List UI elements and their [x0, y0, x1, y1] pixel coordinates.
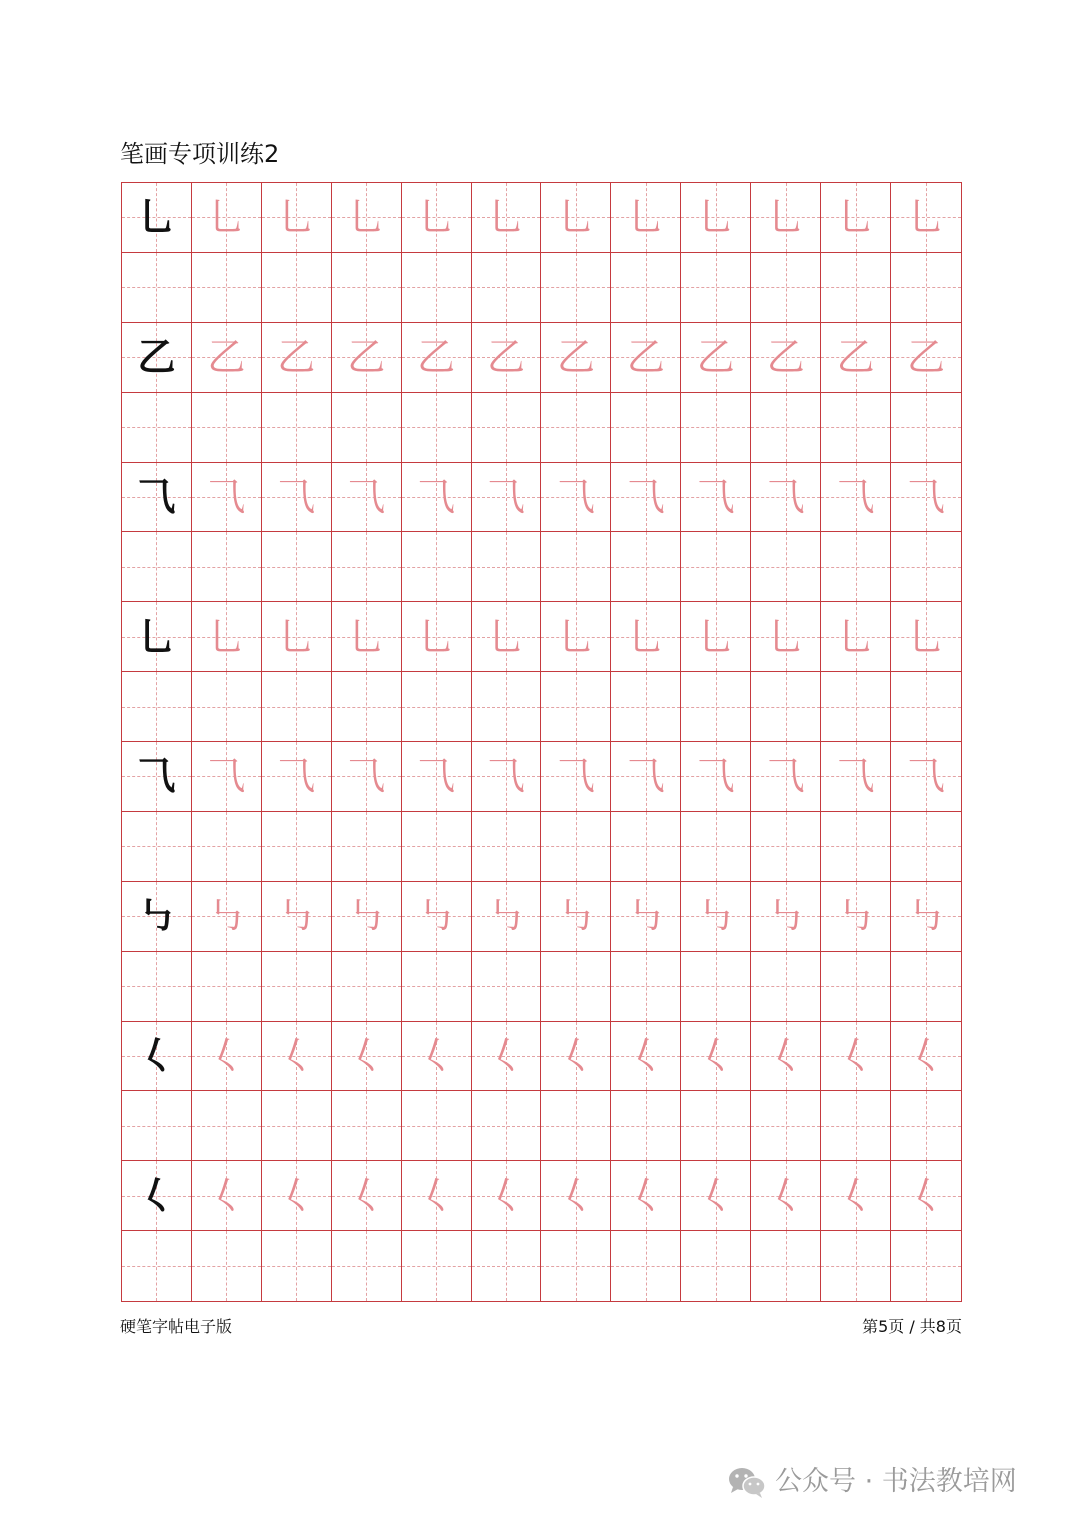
trace-stroke: 𡿨	[766, 1033, 805, 1078]
practice-cell	[821, 1161, 891, 1231]
trace-stroke: ㇉	[696, 894, 735, 939]
practice-cell	[541, 1022, 611, 1092]
trace-stroke: 乙	[626, 335, 665, 380]
blank-practice-cell	[541, 532, 611, 602]
page-title: 笔画专项训练2	[120, 140, 280, 168]
blank-practice-cell	[402, 1231, 472, 1301]
blank-practice-cell	[262, 1231, 332, 1301]
blank-practice-cell	[891, 952, 961, 1022]
trace-stroke: 𡿨	[487, 1173, 526, 1218]
practice-cell	[611, 323, 681, 393]
blank-practice-cell	[611, 672, 681, 742]
trace-stroke: ⺄	[766, 754, 805, 799]
trace-stroke: 𡿨	[766, 1173, 805, 1218]
practice-cell	[472, 183, 542, 253]
practice-cell	[332, 742, 402, 812]
page-number: 第5页 / 共8页	[862, 1317, 962, 1336]
practice-cell	[821, 463, 891, 533]
blank-practice-cell	[472, 672, 542, 742]
blank-practice-cell	[681, 952, 751, 1022]
practice-cell	[751, 183, 821, 253]
trace-stroke: 乚	[487, 195, 526, 240]
trace-stroke: ㇉	[556, 894, 595, 939]
blank-practice-cell	[192, 1091, 262, 1161]
model-stroke: ⺄	[137, 473, 176, 519]
practice-cell	[122, 602, 192, 672]
blank-practice-cell	[332, 253, 402, 323]
blank-practice-cell	[891, 532, 961, 602]
trace-stroke: ⺄	[626, 474, 665, 519]
trace-stroke: 乙	[347, 335, 386, 380]
model-stroke: 𡿨	[137, 1172, 176, 1218]
trace-stroke: 乙	[207, 335, 246, 380]
practice-cell	[681, 882, 751, 952]
blank-practice-cell	[122, 1231, 192, 1301]
blank-practice-cell	[472, 253, 542, 323]
blank-practice-cell	[262, 393, 332, 463]
practice-cell	[751, 1022, 821, 1092]
practice-cell	[891, 742, 961, 812]
trace-stroke: 乚	[836, 614, 875, 659]
practice-cell	[891, 463, 961, 533]
blank-practice-cell	[891, 812, 961, 882]
trace-stroke: ⺄	[277, 474, 316, 519]
blank-practice-cell	[611, 812, 681, 882]
practice-cell	[472, 742, 542, 812]
blank-practice-cell	[891, 1231, 961, 1301]
trace-stroke: ⺄	[207, 474, 246, 519]
trace-stroke: 乙	[907, 335, 946, 380]
blank-practice-cell	[611, 532, 681, 602]
trace-stroke: ㇉	[207, 894, 246, 939]
practice-cell	[821, 742, 891, 812]
trace-stroke: ⺄	[907, 474, 946, 519]
trace-stroke: 乚	[277, 614, 316, 659]
practice-cell	[681, 742, 751, 812]
practice-cell	[611, 742, 681, 812]
trace-stroke: ㇉	[487, 894, 526, 939]
blank-practice-cell	[681, 1231, 751, 1301]
blank-practice-cell	[262, 812, 332, 882]
blank-practice-cell	[472, 393, 542, 463]
blank-practice-cell	[122, 1091, 192, 1161]
practice-cell	[472, 323, 542, 393]
trace-stroke: 乚	[556, 614, 595, 659]
blank-practice-cell	[262, 1091, 332, 1161]
practice-cell	[611, 882, 681, 952]
trace-stroke: 乙	[766, 335, 805, 380]
practice-cell	[122, 882, 192, 952]
blank-practice-cell	[891, 393, 961, 463]
blank-practice-cell	[541, 672, 611, 742]
blank-practice-cell	[541, 393, 611, 463]
trace-stroke: 𡿨	[487, 1033, 526, 1078]
trace-stroke: ㇉	[417, 894, 456, 939]
blank-practice-cell	[681, 672, 751, 742]
practice-cell	[611, 1022, 681, 1092]
trace-stroke: 乙	[487, 335, 526, 380]
trace-stroke: ⺄	[487, 754, 526, 799]
trace-stroke: 𡿨	[696, 1033, 735, 1078]
blank-practice-cell	[122, 532, 192, 602]
practice-cell	[332, 323, 402, 393]
blank-practice-cell	[681, 1091, 751, 1161]
trace-stroke: ⺄	[907, 754, 946, 799]
trace-stroke: 𡿨	[277, 1033, 316, 1078]
trace-stroke: 乚	[207, 195, 246, 240]
practice-cell	[192, 323, 262, 393]
trace-stroke: ⺄	[766, 474, 805, 519]
practice-cell	[262, 602, 332, 672]
practice-cell	[891, 183, 961, 253]
practice-cell	[332, 463, 402, 533]
model-stroke: ⺄	[137, 753, 176, 799]
practice-cell	[122, 463, 192, 533]
practice-cell	[541, 463, 611, 533]
trace-stroke: ⺄	[836, 474, 875, 519]
blank-practice-cell	[122, 952, 192, 1022]
blank-practice-cell	[192, 532, 262, 602]
practice-cell	[192, 463, 262, 533]
trace-stroke: ⺄	[836, 754, 875, 799]
trace-stroke: 乚	[696, 614, 735, 659]
practice-grid	[121, 182, 962, 1302]
practice-cell	[192, 1161, 262, 1231]
practice-cell	[332, 1161, 402, 1231]
practice-cell	[332, 882, 402, 952]
practice-cell	[262, 1161, 332, 1231]
practice-cell	[681, 602, 751, 672]
blank-practice-cell	[681, 812, 751, 882]
blank-practice-cell	[751, 1231, 821, 1301]
blank-practice-cell	[472, 1091, 542, 1161]
trace-stroke: 乚	[626, 614, 665, 659]
blank-practice-cell	[751, 532, 821, 602]
practice-cell	[681, 1161, 751, 1231]
blank-practice-cell	[821, 253, 891, 323]
practice-cell	[122, 742, 192, 812]
practice-cell	[262, 323, 332, 393]
practice-cell	[122, 183, 192, 253]
blank-practice-cell	[821, 952, 891, 1022]
trace-stroke: 乙	[836, 335, 875, 380]
trace-stroke: 乚	[277, 195, 316, 240]
blank-practice-cell	[192, 253, 262, 323]
blank-practice-cell	[681, 532, 751, 602]
practice-cell	[262, 1022, 332, 1092]
practice-cell	[751, 602, 821, 672]
blank-practice-cell	[472, 532, 542, 602]
practice-cell	[402, 602, 472, 672]
practice-cell	[751, 1161, 821, 1231]
practice-cell	[402, 463, 472, 533]
watermark-text: 公众号 · 书法教培网	[775, 1466, 1017, 1497]
practice-cell	[402, 183, 472, 253]
trace-stroke: ㇉	[907, 894, 946, 939]
practice-cell	[541, 602, 611, 672]
practice-cell	[332, 602, 402, 672]
trace-stroke: 乚	[487, 614, 526, 659]
trace-stroke: 𡿨	[626, 1033, 665, 1078]
blank-practice-cell	[751, 672, 821, 742]
blank-practice-cell	[611, 1091, 681, 1161]
blank-practice-cell	[332, 672, 402, 742]
blank-practice-cell	[402, 672, 472, 742]
blank-practice-cell	[402, 532, 472, 602]
blank-practice-cell	[751, 393, 821, 463]
trace-stroke: 乚	[417, 614, 456, 659]
trace-stroke: ⺄	[556, 474, 595, 519]
trace-stroke: ⺄	[417, 754, 456, 799]
blank-practice-cell	[541, 1231, 611, 1301]
practice-cell	[262, 882, 332, 952]
practice-cell	[541, 323, 611, 393]
practice-cell	[262, 463, 332, 533]
practice-cell	[192, 1022, 262, 1092]
practice-cell	[751, 742, 821, 812]
trace-stroke: 乚	[417, 195, 456, 240]
blank-practice-cell	[751, 952, 821, 1022]
trace-stroke: 𡿨	[907, 1033, 946, 1078]
blank-practice-cell	[681, 253, 751, 323]
trace-stroke: ⺄	[487, 474, 526, 519]
trace-stroke: ㇉	[277, 894, 316, 939]
trace-stroke: 𡿨	[277, 1173, 316, 1218]
blank-practice-cell	[472, 1231, 542, 1301]
trace-stroke: ㇉	[626, 894, 665, 939]
model-stroke: ㇉	[137, 893, 176, 939]
trace-stroke: 乚	[907, 195, 946, 240]
blank-practice-cell	[891, 672, 961, 742]
blank-practice-cell	[332, 393, 402, 463]
practice-cell	[681, 323, 751, 393]
practice-cell	[472, 882, 542, 952]
trace-stroke: 𡿨	[556, 1033, 595, 1078]
trace-stroke: ⺄	[347, 754, 386, 799]
practice-cell	[821, 183, 891, 253]
footer-title: 硬笔字帖电子版	[120, 1317, 233, 1336]
practice-cell	[472, 602, 542, 672]
trace-stroke: ⺄	[277, 754, 316, 799]
trace-stroke: ⺄	[556, 754, 595, 799]
trace-stroke: 𡿨	[836, 1173, 875, 1218]
trace-stroke: 𡿨	[626, 1173, 665, 1218]
practice-cell	[891, 323, 961, 393]
blank-practice-cell	[891, 253, 961, 323]
practice-cell	[821, 882, 891, 952]
model-stroke: 𡿨	[137, 1032, 176, 1078]
trace-stroke: 𡿨	[696, 1173, 735, 1218]
blank-practice-cell	[122, 393, 192, 463]
practice-cell	[402, 742, 472, 812]
practice-cell	[472, 1022, 542, 1092]
blank-practice-cell	[891, 1091, 961, 1161]
watermark	[727, 1464, 1017, 1500]
practice-cell	[751, 882, 821, 952]
trace-stroke: 乙	[556, 335, 595, 380]
trace-stroke: 𡿨	[836, 1033, 875, 1078]
blank-practice-cell	[192, 952, 262, 1022]
trace-stroke: 乚	[347, 614, 386, 659]
blank-practice-cell	[402, 253, 472, 323]
blank-practice-cell	[611, 253, 681, 323]
trace-stroke: 乚	[556, 195, 595, 240]
practice-cell	[611, 183, 681, 253]
blank-practice-cell	[332, 812, 402, 882]
model-stroke: 乚	[137, 613, 176, 659]
trace-stroke: 乙	[277, 335, 316, 380]
practice-cell	[402, 882, 472, 952]
practice-cell	[541, 882, 611, 952]
practice-cell	[611, 463, 681, 533]
trace-stroke: 𡿨	[207, 1033, 246, 1078]
blank-practice-cell	[821, 1231, 891, 1301]
practice-cell	[402, 323, 472, 393]
blank-practice-cell	[122, 812, 192, 882]
model-stroke: 乚	[137, 194, 176, 240]
trace-stroke: 𡿨	[347, 1173, 386, 1218]
practice-cell	[262, 742, 332, 812]
trace-stroke: ⺄	[347, 474, 386, 519]
blank-practice-cell	[821, 1091, 891, 1161]
trace-stroke: ⺄	[626, 754, 665, 799]
practice-cell	[821, 1022, 891, 1092]
practice-cell	[472, 1161, 542, 1231]
blank-practice-cell	[611, 952, 681, 1022]
blank-practice-cell	[332, 1231, 402, 1301]
model-stroke: 乙	[137, 334, 176, 380]
practice-cell	[891, 602, 961, 672]
practice-cell	[681, 183, 751, 253]
trace-stroke: 乚	[766, 195, 805, 240]
trace-stroke: 𡿨	[556, 1173, 595, 1218]
blank-practice-cell	[192, 812, 262, 882]
blank-practice-cell	[821, 672, 891, 742]
blank-practice-cell	[262, 253, 332, 323]
blank-practice-cell	[541, 1091, 611, 1161]
practice-cell	[541, 183, 611, 253]
practice-cell	[122, 1022, 192, 1092]
blank-practice-cell	[262, 532, 332, 602]
practice-cell	[611, 602, 681, 672]
trace-stroke: 𡿨	[417, 1173, 456, 1218]
blank-practice-cell	[611, 393, 681, 463]
trace-stroke: 𡿨	[907, 1173, 946, 1218]
blank-practice-cell	[192, 672, 262, 742]
blank-practice-cell	[821, 393, 891, 463]
blank-practice-cell	[122, 253, 192, 323]
blank-practice-cell	[332, 1091, 402, 1161]
trace-stroke: ⺄	[417, 474, 456, 519]
trace-stroke: ⺄	[696, 474, 735, 519]
practice-cell	[192, 742, 262, 812]
blank-practice-cell	[262, 672, 332, 742]
trace-stroke: ⺄	[207, 754, 246, 799]
blank-practice-cell	[402, 393, 472, 463]
practice-cell	[122, 1161, 192, 1231]
blank-practice-cell	[472, 812, 542, 882]
practice-cell	[192, 602, 262, 672]
blank-practice-cell	[262, 952, 332, 1022]
blank-practice-cell	[402, 1091, 472, 1161]
blank-practice-cell	[681, 393, 751, 463]
blank-practice-cell	[821, 532, 891, 602]
trace-stroke: 乚	[907, 614, 946, 659]
practice-cell	[541, 1161, 611, 1231]
practice-cell	[402, 1022, 472, 1092]
trace-stroke: ⺄	[696, 754, 735, 799]
trace-stroke: 𡿨	[347, 1033, 386, 1078]
practice-cell	[332, 183, 402, 253]
practice-cell	[541, 742, 611, 812]
blank-practice-cell	[332, 952, 402, 1022]
practice-cell	[402, 1161, 472, 1231]
practice-cell	[681, 1022, 751, 1092]
blank-practice-cell	[192, 1231, 262, 1301]
wechat-logo-icon	[727, 1465, 767, 1499]
trace-stroke: 乚	[836, 195, 875, 240]
trace-stroke: 乚	[347, 195, 386, 240]
practice-cell	[891, 882, 961, 952]
practice-cell	[821, 602, 891, 672]
practice-cell	[821, 323, 891, 393]
trace-stroke: ㇉	[766, 894, 805, 939]
practice-cell	[681, 463, 751, 533]
trace-stroke: 乚	[696, 195, 735, 240]
blank-practice-cell	[611, 1231, 681, 1301]
practice-cell	[891, 1022, 961, 1092]
practice-cell	[891, 1161, 961, 1231]
practice-cell	[751, 463, 821, 533]
trace-stroke: ㇉	[347, 894, 386, 939]
blank-practice-cell	[402, 952, 472, 1022]
trace-stroke: ㇉	[836, 894, 875, 939]
practice-cell	[192, 183, 262, 253]
practice-cell	[122, 323, 192, 393]
blank-practice-cell	[192, 393, 262, 463]
trace-stroke: 𡿨	[417, 1033, 456, 1078]
practice-cell	[192, 882, 262, 952]
practice-cell	[262, 183, 332, 253]
blank-practice-cell	[821, 812, 891, 882]
blank-practice-cell	[472, 952, 542, 1022]
blank-practice-cell	[332, 532, 402, 602]
blank-practice-cell	[122, 672, 192, 742]
practice-cell	[472, 463, 542, 533]
blank-practice-cell	[541, 952, 611, 1022]
trace-stroke: 乚	[207, 614, 246, 659]
practice-cell	[611, 1161, 681, 1231]
trace-stroke: 乚	[626, 195, 665, 240]
practice-cell	[751, 323, 821, 393]
blank-practice-cell	[751, 253, 821, 323]
trace-stroke: 乙	[696, 335, 735, 380]
blank-practice-cell	[541, 812, 611, 882]
practice-cell	[332, 1022, 402, 1092]
trace-stroke: 乙	[417, 335, 456, 380]
trace-stroke: 乚	[766, 614, 805, 659]
blank-practice-cell	[751, 1091, 821, 1161]
blank-practice-cell	[402, 812, 472, 882]
blank-practice-cell	[541, 253, 611, 323]
blank-practice-cell	[751, 812, 821, 882]
trace-stroke: 𡿨	[207, 1173, 246, 1218]
